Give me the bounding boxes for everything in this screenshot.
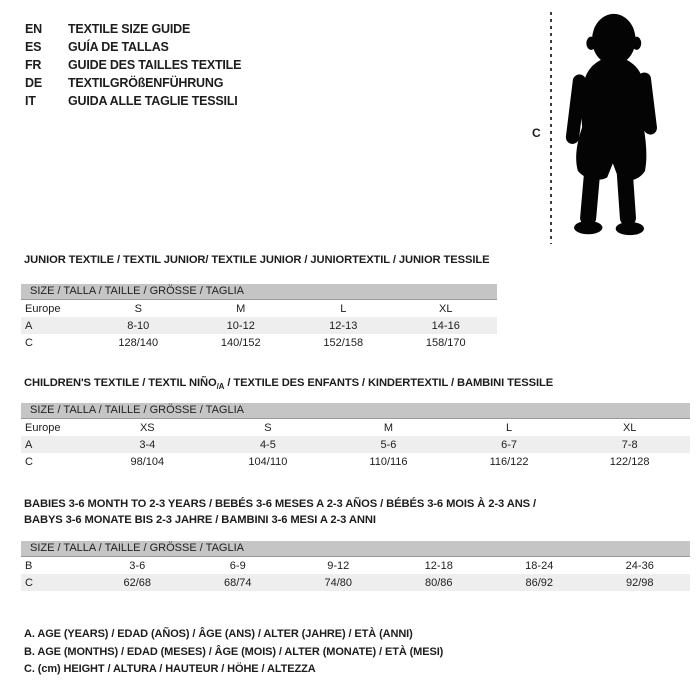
size-cell: S bbox=[264, 421, 272, 434]
height-cell: 104/110 bbox=[248, 455, 288, 468]
language-row-it bbox=[25, 92, 241, 110]
row-label: Europe bbox=[25, 302, 61, 315]
age-cell: 3-4 bbox=[139, 438, 156, 451]
table-row-height bbox=[21, 334, 497, 351]
language-code: DE bbox=[25, 76, 42, 90]
table-row-age-months bbox=[21, 557, 690, 574]
age-cell: 18-24 bbox=[525, 559, 554, 572]
junior-textile-title: JUNIOR TEXTILE / TEXTIL JUNIOR/ TEXTILE JUNIOR / JUNIORTEXTIL / JUNIOR TESSILE bbox=[24, 254, 490, 266]
height-dimension-label: C bbox=[532, 126, 541, 140]
age-cell: 6-7 bbox=[501, 438, 518, 451]
table-row-height bbox=[21, 453, 690, 470]
language-code: EN bbox=[25, 22, 42, 36]
age-cell: 14-16 bbox=[431, 319, 460, 332]
size-header-bar: SIZE / TALLA / TAILLE / GRÖSSE / TAGLIA bbox=[21, 284, 497, 300]
height-cell: 128/140 bbox=[118, 336, 159, 349]
language-code: IT bbox=[25, 94, 36, 108]
age-cell: 4-5 bbox=[259, 438, 276, 451]
toddler-silhouette-icon bbox=[558, 9, 662, 242]
age-cell: 8-10 bbox=[127, 319, 150, 332]
language-title-list bbox=[25, 20, 241, 110]
height-cell: 68/74 bbox=[223, 576, 252, 589]
size-cell: M bbox=[236, 302, 246, 315]
size-cell: L bbox=[340, 302, 347, 315]
age-cell: 12-13 bbox=[329, 319, 358, 332]
guide-title-fr: GUIDE DES TAILLES TEXTILE bbox=[68, 58, 242, 72]
language-row-es bbox=[25, 38, 241, 56]
age-cell: 9-12 bbox=[327, 559, 350, 572]
height-cell: 140/152 bbox=[220, 336, 261, 349]
row-label: C bbox=[25, 336, 33, 349]
height-cell: 116/122 bbox=[489, 455, 529, 468]
language-row-en bbox=[25, 20, 241, 38]
size-header-bar: SIZE / TALLA / TAILLE / GRÖSSE / TAGLIA bbox=[21, 403, 690, 419]
height-cell: 80/86 bbox=[424, 576, 453, 589]
children-textile-table bbox=[21, 403, 690, 470]
babies-title-line1: BABIES 3-6 MONTH TO 2-3 YEARS / BEBÉS 3-6 MESES A 2-3 AÑOS / BÉBÉS 3-6 MOIS À 2-3 ANS / bbox=[24, 498, 537, 510]
language-row-fr bbox=[25, 56, 241, 74]
table-row-height bbox=[21, 574, 690, 591]
age-cell: 10-12 bbox=[226, 319, 255, 332]
language-code: ES bbox=[25, 40, 42, 54]
row-label: B bbox=[25, 559, 33, 572]
height-cell: 98/104 bbox=[130, 455, 165, 468]
size-cell: XL bbox=[622, 421, 637, 434]
height-cell: 122/128 bbox=[609, 455, 650, 468]
table-row-age bbox=[21, 317, 497, 334]
age-cell: 6-9 bbox=[229, 559, 246, 572]
footnote-height-cm: C. (cm) HEIGHT / ALTURA / HAUTEUR / HÖHE / ALTEZZA bbox=[24, 663, 316, 675]
size-header-bar: SIZE / TALLA / TAILLE / GRÖSSE / TAGLIA bbox=[21, 541, 690, 557]
table-row-europe bbox=[21, 300, 497, 317]
table-row-europe bbox=[21, 419, 690, 436]
guide-title-de: TEXTILGRÖßENFÜHRUNG bbox=[68, 76, 224, 90]
height-dashed-line-icon bbox=[549, 12, 553, 244]
size-cell: M bbox=[383, 421, 394, 434]
footnote-age-years: A. AGE (YEARS) / EDAD (AÑOS) / ÂGE (ANS) / ALTER (JAHRE) / ETÀ (ANNI) bbox=[24, 628, 413, 640]
row-label: C bbox=[25, 455, 33, 468]
children-title-sub: /A bbox=[216, 382, 225, 392]
guide-title-en: TEXTILE SIZE GUIDE bbox=[68, 22, 191, 36]
row-label: Europe bbox=[25, 421, 61, 434]
size-cell: L bbox=[506, 421, 513, 434]
height-cell: 152/158 bbox=[323, 336, 364, 349]
height-cell: 86/92 bbox=[525, 576, 554, 589]
table-row-age bbox=[21, 436, 690, 453]
babies-title-line2: BABYS 3-6 MONATE BIS 2-3 JAHRE / BAMBINI 3-6 MESI A 2-3 ANNI bbox=[24, 513, 376, 526]
footnote-age-months: B. AGE (MONTHS) / EDAD (MESES) / ÂGE (MOIS) / ALTER (MONATE) / ETÀ (MESI) bbox=[24, 645, 444, 658]
size-cell: XS bbox=[139, 421, 155, 434]
guide-title-es: GUÍA DE TALLAS bbox=[68, 40, 169, 54]
height-cell: 92/98 bbox=[625, 576, 654, 589]
babies-textile-table bbox=[21, 541, 690, 591]
size-cell: XL bbox=[439, 302, 453, 315]
legend-footnotes bbox=[24, 626, 443, 679]
age-cell: 5-6 bbox=[380, 438, 397, 451]
age-cell: 24-36 bbox=[625, 559, 654, 572]
row-label: A bbox=[25, 319, 33, 332]
age-cell: 12-18 bbox=[424, 559, 453, 572]
children-title-pre: CHILDREN'S TEXTILE / TEXTIL NIÑO bbox=[24, 377, 217, 389]
language-code: FR bbox=[25, 58, 42, 72]
age-cell: 3-6 bbox=[129, 559, 146, 572]
size-cell: S bbox=[134, 302, 142, 315]
junior-textile-table bbox=[21, 284, 497, 351]
height-cell: 110/116 bbox=[369, 455, 408, 468]
children-textile-title bbox=[24, 377, 553, 391]
children-title-post: / TEXTILE DES ENFANTS / KINDERTEXTIL / BAMBINI TESSILE bbox=[224, 377, 554, 389]
age-cell: 7-8 bbox=[621, 438, 638, 451]
row-label: C bbox=[25, 576, 33, 589]
height-cell: 62/68 bbox=[123, 576, 152, 589]
height-cell: 74/80 bbox=[324, 576, 353, 589]
height-cell: 158/170 bbox=[425, 336, 466, 349]
language-row-de bbox=[25, 74, 241, 92]
row-label: A bbox=[25, 438, 33, 451]
babies-textile-title bbox=[24, 497, 654, 528]
guide-title-it: GUIDA ALLE TAGLIE TESSILI bbox=[68, 94, 238, 108]
